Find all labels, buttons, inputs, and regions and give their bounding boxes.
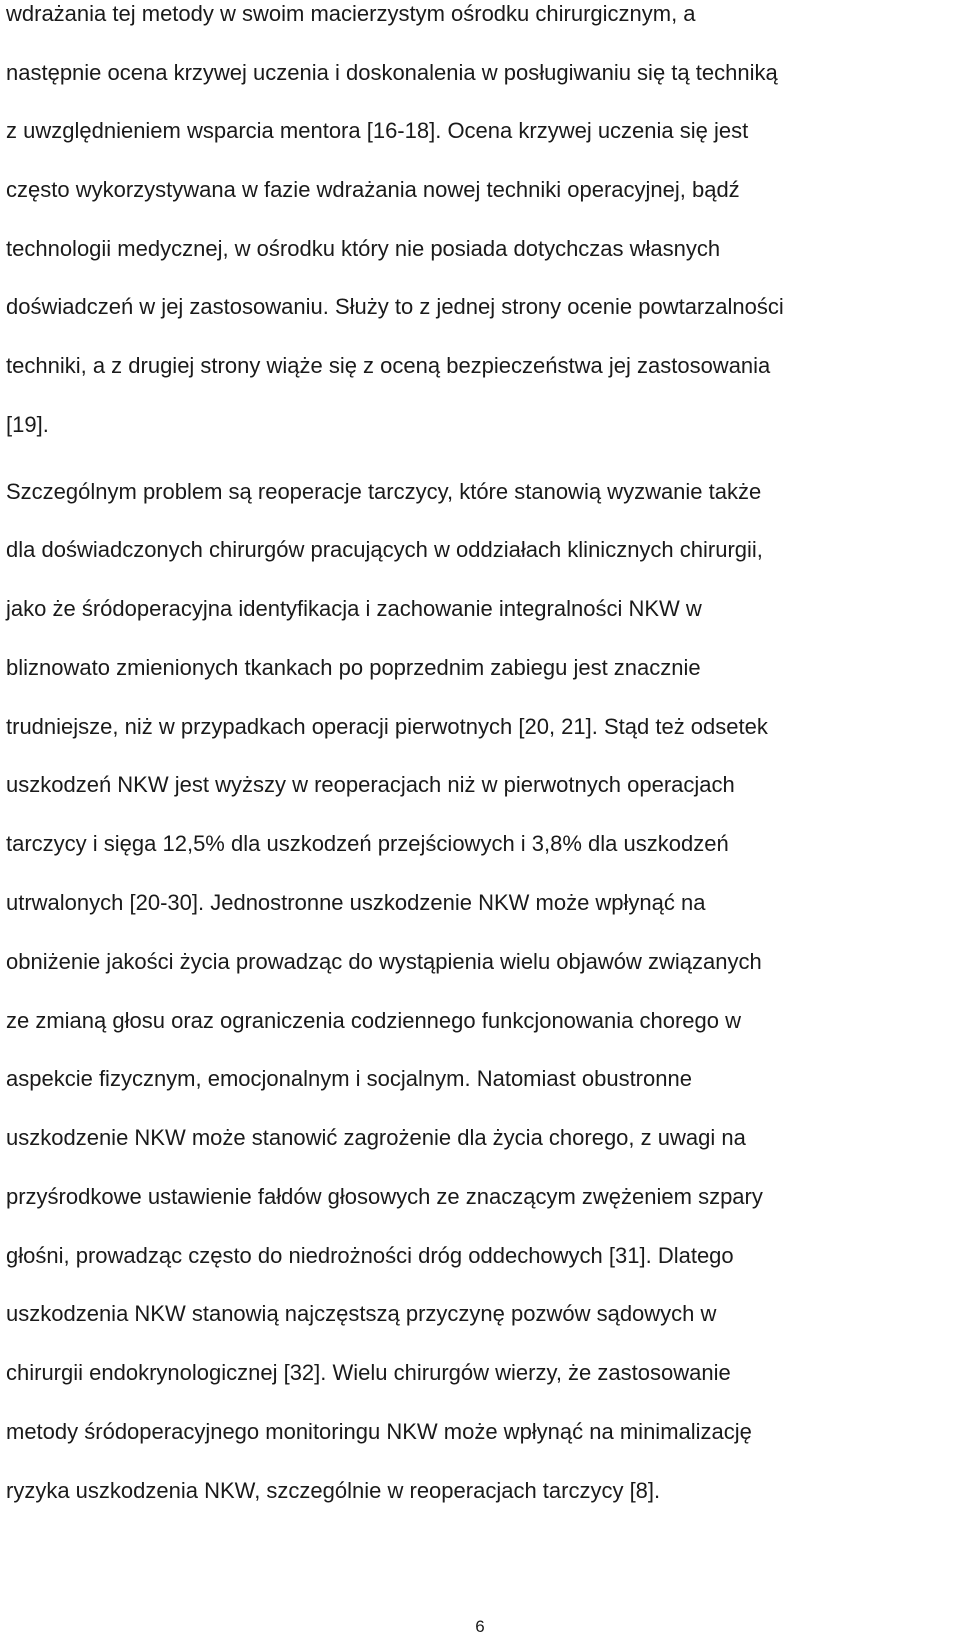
- paragraph-2-line-1: Szczególnym problem są reoperacje tarczycy, które stanowią wyzwanie także: [6, 479, 762, 504]
- paragraph-1-line-6: doświadczeń w jej zastosowaniu. Służy to z jednej strony ocenie powtarzalności: [6, 294, 784, 319]
- paragraph-1-line-1: wdrażania tej metody w swoim macierzystym ośrodku chirurgicznym, a: [6, 1, 696, 26]
- paragraph-1-line-3: z uwzględnieniem wsparcia mentora [16-18]. Ocena krzywej uczenia się jest: [6, 118, 749, 143]
- paragraph-2-line-4: bliznowato zmienionych tkankach po poprzednim zabiegu jest znacznie: [6, 655, 701, 680]
- page-number: 6: [475, 1617, 485, 1636]
- paragraph-1-line-8: [19].: [6, 412, 49, 437]
- paragraph-2-line-13: przyśrodkowe ustawienie fałdów głosowych ze znaczącym zwężeniem szpary: [6, 1184, 763, 1209]
- paragraph-2-line-6: uszkodzeń NKW jest wyższy w reoperacjach niż w pierwotnych operacjach: [6, 772, 735, 797]
- paragraph-2-line-18: ryzyka uszkodzenia NKW, szczególnie w reoperacjach tarczycy [8].: [6, 1478, 661, 1503]
- paragraph-2-line-7: tarczycy i sięga 12,5% dla uszkodzeń przejściowych i 3,8% dla uszkodzeń: [6, 831, 729, 856]
- paragraph-1-line-4: często wykorzystywana w fazie wdrażania nowej techniki operacyjnej, bądź: [6, 177, 740, 202]
- paragraph-2-line-17: metody śródoperacyjnego monitoringu NKW może wpłynąć na minimalizację: [6, 1419, 752, 1444]
- paragraph-2-line-9: obniżenie jakości życia prowadząc do wystąpienia wielu objawów związanych: [6, 949, 762, 974]
- paragraph-2-line-3: jako że śródoperacyjna identyfikacja i zachowanie integralności NKW w: [6, 596, 702, 621]
- paragraph-2-line-15: uszkodzenia NKW stanowią najczęstszą przyczynę pozwów sądowych w: [6, 1301, 717, 1326]
- paragraph-2-line-16: chirurgii endokrynologicznej [32]. Wielu chirurgów wierzy, że zastosowanie: [6, 1360, 731, 1385]
- paragraph-1-line-2: następnie ocena krzywej uczenia i doskonalenia w posługiwaniu się tą techniką: [6, 60, 778, 85]
- paragraph-2-line-10: ze zmianą głosu oraz ograniczenia codziennego funkcjonowania chorego w: [6, 1008, 742, 1033]
- paragraph-2-line-2: dla doświadczonych chirurgów pracujących w oddziałach klinicznych chirurgii,: [6, 537, 763, 562]
- paragraph-2-line-11: aspekcie fizycznym, emocjonalnym i socjalnym. Natomiast obustronne: [6, 1066, 692, 1091]
- paragraph-2-line-14: głośni, prowadząc często do niedrożności dróg oddechowych [31]. Dlatego: [6, 1243, 734, 1268]
- paragraph-1-line-5: technologii medycznej, w ośrodku który nie posiada dotychczas własnych: [6, 236, 721, 261]
- paragraph-1-line-7: techniki, a z drugiej strony wiąże się z oceną bezpieczeństwa jej zastosowania: [6, 353, 771, 378]
- paragraph-2-line-5: trudniejsze, niż w przypadkach operacji pierwotnych [20, 21]. Stąd też odsetek: [6, 714, 768, 739]
- paragraph-2-line-8: utrwalonych [20-30]. Jednostronne uszkodzenie NKW może wpłynąć na: [6, 890, 706, 915]
- paragraph-2-line-12: uszkodzenie NKW może stanowić zagrożenie dla życia chorego, z uwagi na: [6, 1125, 746, 1150]
